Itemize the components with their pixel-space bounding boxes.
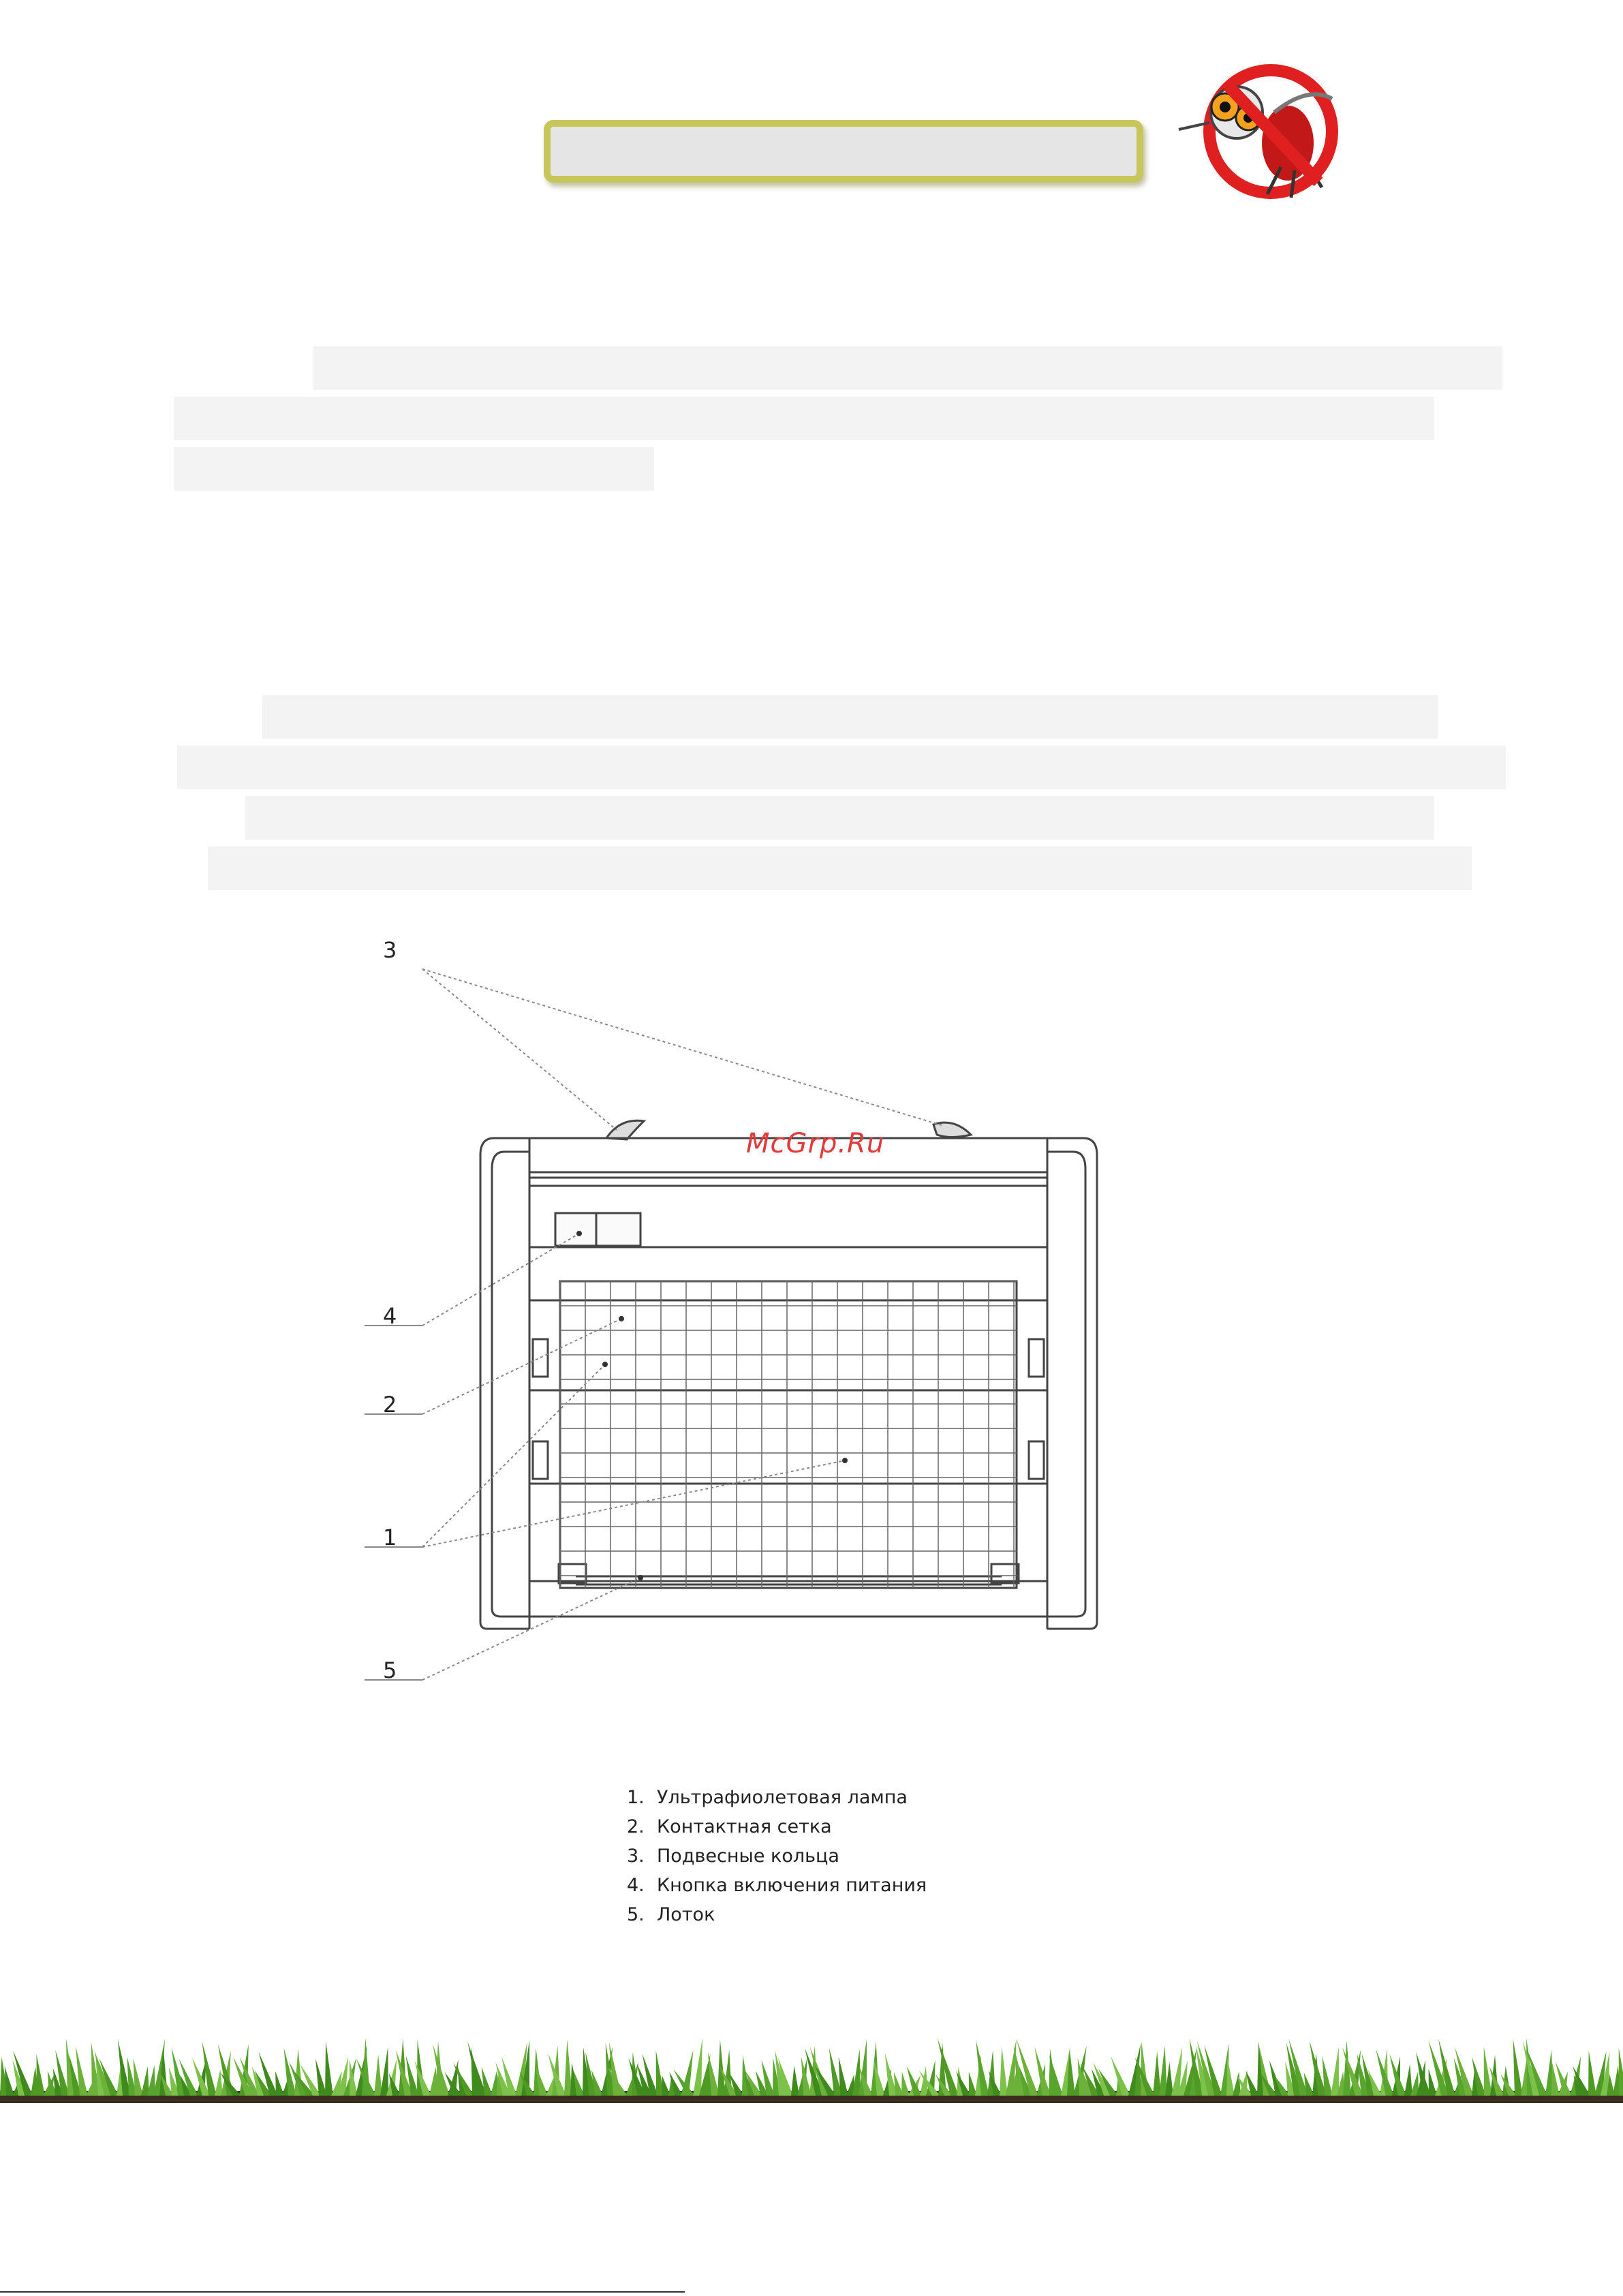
- paragraph-line: [174, 397, 1434, 440]
- title-box: [544, 120, 1143, 183]
- callout-2: 2: [383, 1392, 397, 1418]
- device-diagram: [341, 927, 1158, 1711]
- callout-4: 4: [383, 1303, 397, 1329]
- legend-item: 4. Кнопка включения питания: [627, 1875, 927, 1896]
- legend-item: 1. Ультрафиолетовая лампа: [627, 1787, 908, 1808]
- paragraph-line: [262, 695, 1438, 739]
- paragraph-line: [313, 346, 1502, 390]
- watermark: McGrp.Ru: [746, 1128, 885, 1159]
- legend-item: 5. Лоток: [627, 1904, 715, 1925]
- paragraph-line: [208, 846, 1472, 890]
- callout-1: 1: [383, 1525, 397, 1550]
- footer-rule: [0, 2291, 685, 2293]
- parts-legend: [627, 1783, 927, 1929]
- callout-3: 3: [383, 937, 397, 963]
- legend-item: 2. Контактная сетка: [627, 1816, 832, 1837]
- paragraph-line: [174, 447, 654, 491]
- paragraph-line: [245, 796, 1434, 840]
- legend-item: 3. Подвесные кольца: [627, 1846, 839, 1867]
- paragraph-line: [177, 746, 1506, 789]
- grass-border: [0, 2038, 1623, 2119]
- callout-5: 5: [383, 1657, 397, 1683]
- no-mosquito-icon: [1172, 58, 1349, 204]
